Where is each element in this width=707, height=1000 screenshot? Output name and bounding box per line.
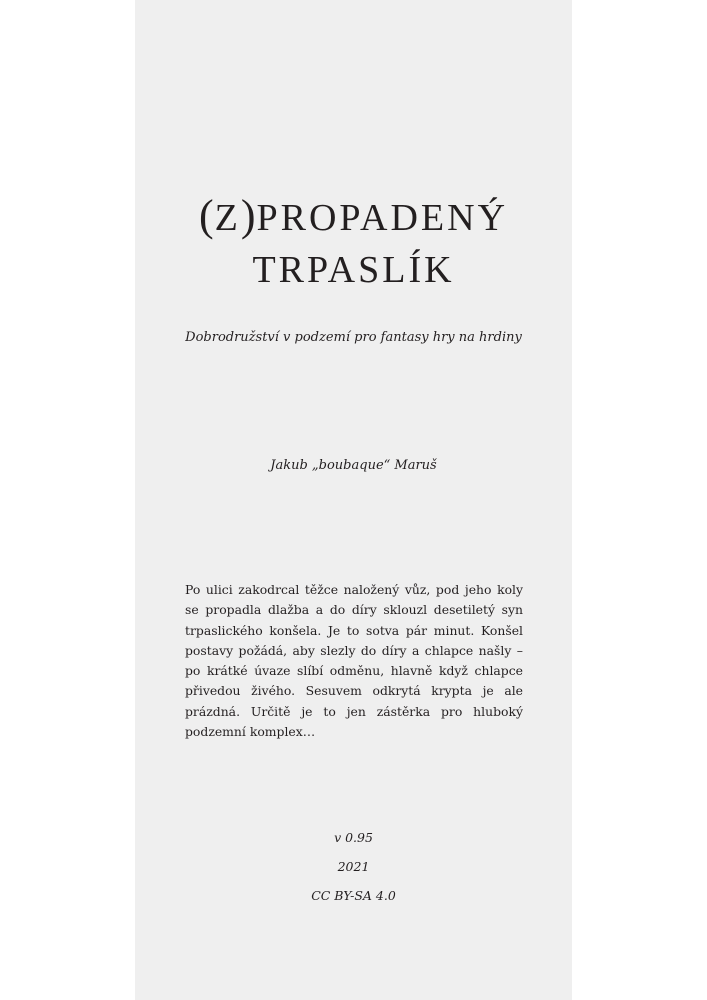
title-line-2: TRPASLÍK <box>252 249 455 291</box>
blurb-paragraph: Po ulici zakodrcal těžce naložený vůz, pod jeho koly se propadla dlažba a do díry sklouzl desetiletý syn trpaslického konšela. Je to sotva pár minut. Konšel postavy požádá, aby slezly do díry a chlapce našly – po krátké úvaze slíbí odměnu, hlavně když chlapce přivedou živého. Sesuvem odkrytá krypta je ale prázdná. Určitě je to jen zástěrka pro hluboký podzemní komplex… <box>185 582 523 740</box>
title-line-1-rest: PROPADENÝ <box>256 197 509 239</box>
title-paren-close: ) <box>240 191 257 240</box>
author-name: Jakub „boubaque“ Maruš <box>270 458 437 473</box>
book-title <box>135 190 572 296</box>
title-paren-letter: Z <box>214 197 241 239</box>
year-label: 2021 <box>337 859 370 874</box>
book-meta <box>135 829 572 916</box>
version-label: v 0.95 <box>334 830 373 845</box>
book-page <box>135 0 572 1000</box>
title-line-1 <box>135 190 572 244</box>
license-label: CC BY-SA 4.0 <box>311 888 396 903</box>
book-subtitle: Dobrodružství v podzemí pro fantasy hry na hrdiny <box>185 330 522 345</box>
title-paren-open: ( <box>198 191 215 240</box>
